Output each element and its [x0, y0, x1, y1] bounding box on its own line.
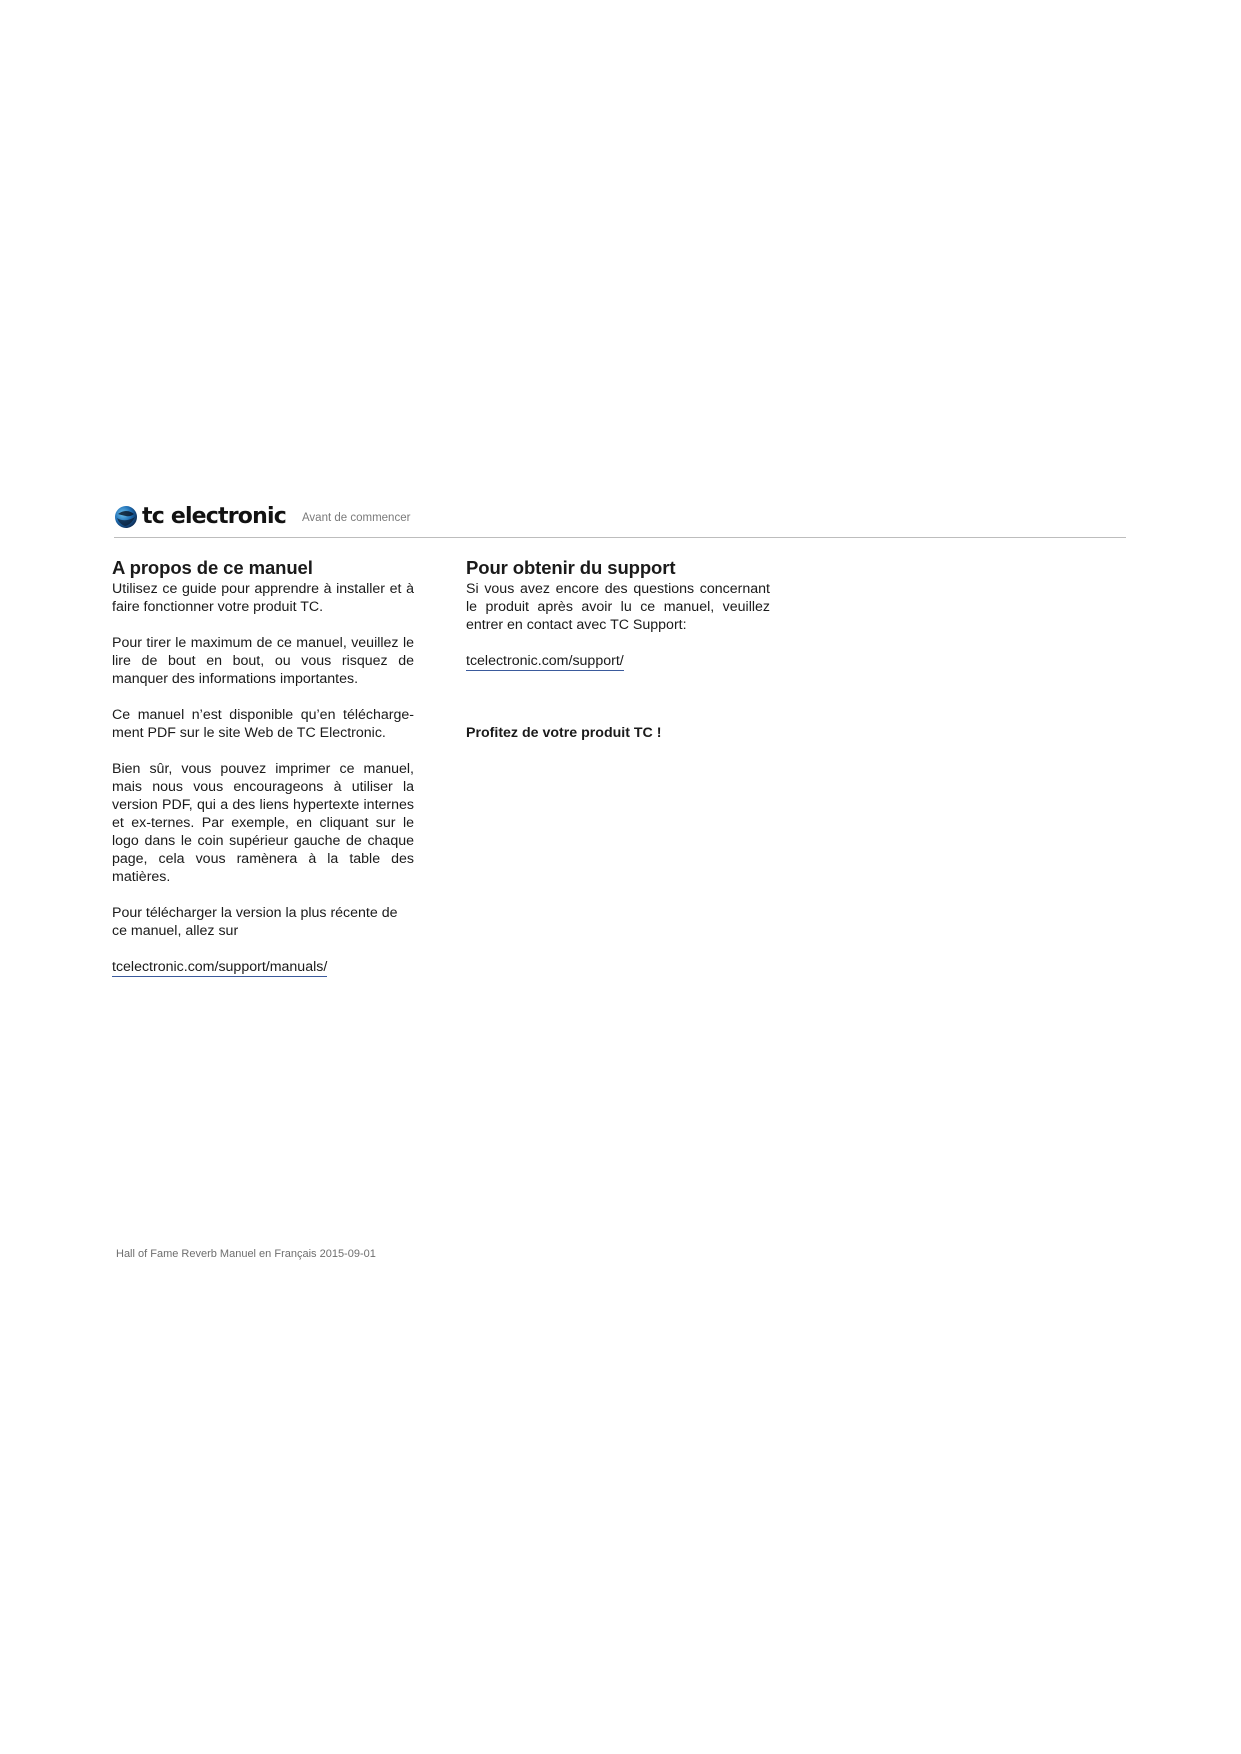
tc-electronic-logo[interactable] [114, 505, 286, 529]
paragraph: Pour tirer le maximum de ce manuel, veuillez le lire de bout en bout, ou vous risquez de manquer des informations importantes. [112, 635, 414, 687]
logo-wordmark: tc electronic [142, 504, 286, 529]
header-divider [114, 537, 1126, 538]
support-heading: Pour obtenir du support [466, 557, 676, 578]
paragraph: Si vous avez encore des questions concernant le produit après avoir lu ce manuel, veuillez entrer en contact avec TC Support: [466, 581, 770, 633]
support-link[interactable]: tcelectronic.com/support/ [466, 653, 624, 669]
about-manual-section [112, 556, 414, 994]
paragraph: Bien sûr, vous pouvez imprimer ce manuel, mais nous vous encourageons à utiliser la version PDF, qui a des liens hypertexte internes et ex-ternes. Par exemple, en cliquant sur le logo dans le coin supérieur gauche de chaque page, cela vous ramènera à la table des matières. [112, 761, 414, 885]
paragraph: Utilisez ce guide pour apprendre à installer et à faire fonctionner votre produit TC. [112, 581, 414, 615]
section-label: Avant de commencer [301, 512, 411, 525]
manuals-download-link[interactable]: tcelectronic.com/support/manuals/ [112, 959, 328, 975]
closing-message: Profitez de votre produit TC ! [466, 725, 662, 741]
page-header [114, 502, 410, 532]
about-manual-heading: A propos de ce manuel [112, 557, 313, 578]
support-section [466, 556, 770, 760]
paragraph: Pour télécharger la version la plus récente de ce manuel, allez sur [112, 905, 398, 939]
page-footer: Hall of Fame Reverb Manuel en Français 2015-09-01 [116, 1248, 376, 1260]
globe-logo-icon [114, 505, 138, 529]
paragraph: Ce manuel n’est disponible qu’en télécharge-ment PDF sur le site Web de TC Electronic. [112, 707, 414, 741]
